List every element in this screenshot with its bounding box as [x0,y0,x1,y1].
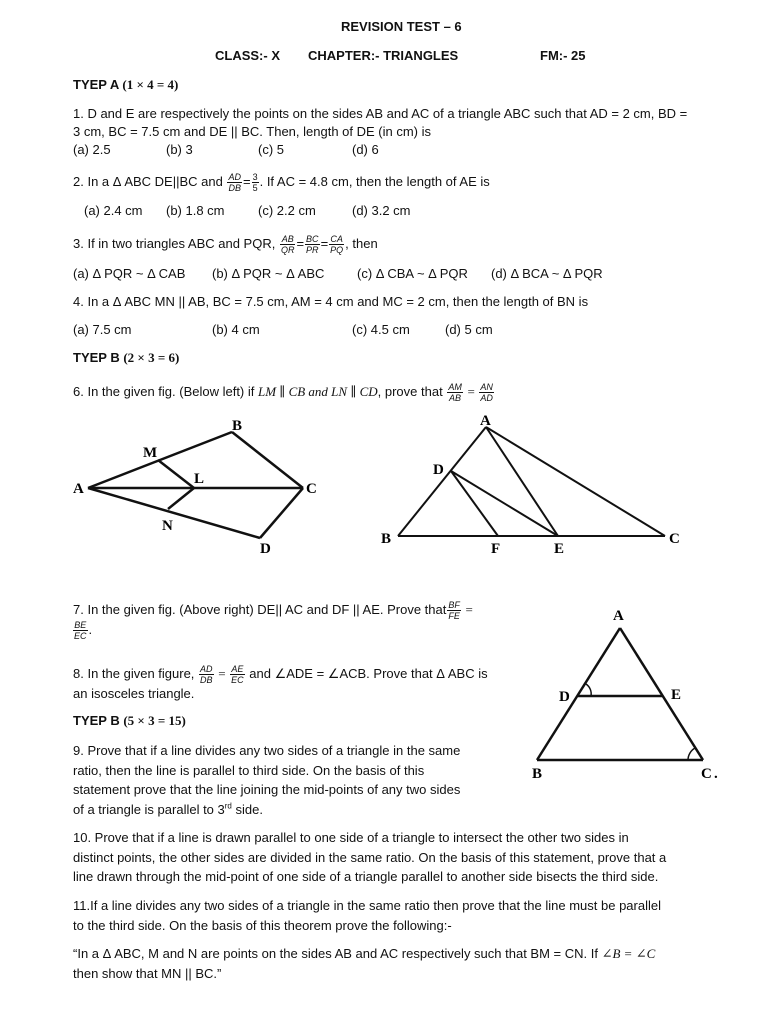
q2-fraction-ad-db [227,172,242,193]
figure-triangle-abc-def [378,410,688,560]
q7-end: . [88,621,93,637]
fig1-label-b: B [232,418,243,434]
fig3-label-b: B [532,766,543,782]
section-b-heading [73,350,179,366]
q4-text: 4. In a Δ ABC MN || AB, BC = 7.5 cm, AM = 4 cm and MC = 2 cm, then the length of BN is [73,294,589,309]
q11-quote [73,944,753,983]
q6-prefix: 6. In the given fig. (Below left) if [73,383,255,399]
fig2-label-c: C [669,531,680,547]
q11-text [73,896,733,935]
section-c-marks: (5 × 3 = 15) [123,713,186,728]
fig1-label-d: D [260,541,271,557]
q11-quote-line-1 [73,944,753,964]
q9-line-1: 9. Prove that if a line divides any two sides of a triangle in the same [73,743,461,758]
q1-line2: 3 cm, BC = 7.5 cm and DE || BC. Then, length of DE (in cm) is [73,124,432,139]
q8-eq: = [218,665,226,681]
fig2-label-f: F [491,541,501,557]
chapter-label: CHAPTER:- TRIANGLES [308,48,459,63]
q11-quote-prefix: “In a Δ ABC, M and N are points on the sides AB and AC respectively such that BM = CN. If [73,946,598,961]
q3-f2-num: BC [306,234,319,244]
section-b-marks: (2 × 3 = 6) [123,350,180,365]
q2-frac-den: DB [228,183,241,193]
q7-f2-num: BE [74,620,87,630]
fig1-line-ad [88,488,260,538]
q2-val-num: 3 [252,172,258,182]
q4-option-b: (b) 4 cm [212,322,260,337]
q6-math: LM ∥ CB and LN ∥ CD [258,383,378,399]
full-marks-label: FM:- 25 [540,48,586,63]
q6-mid: , prove that [377,383,443,399]
q1-option-c: (c) 5 [258,142,284,157]
fig1-label-l: L [194,471,205,487]
fig3-label-e: E [671,687,682,703]
q9-last-suffix: side. [231,801,263,817]
q10-text [73,828,733,887]
q6-f1-den: AB [449,393,462,403]
q6-fraction-1 [447,382,463,403]
fig3-angle-acb [688,748,695,760]
fig2-label-d: D [433,462,444,478]
q2-fraction-value [252,172,259,193]
section-a-marks: (1 × 4 = 4) [122,77,179,92]
q11-quote-line-2: then show that MN || BC.” [73,965,222,981]
q7-fraction-2 [73,620,88,641]
q9-line-2: ratio, then the line is parallel to third side. On the basis of this [73,762,425,778]
q3-option-a: (a) Δ PQR ~ Δ CAB [73,266,186,281]
q3-suffix: , then [345,235,378,251]
q11-line-1: 11.If a line divides any two sides of a triangle in the same ratio then prove that the line must be parallel [73,898,661,913]
q3-prefix: 3. If in two triangles ABC and PQR, [73,235,276,251]
q6-eq: = [467,383,475,399]
q7-text [73,600,473,621]
q6-text [73,382,495,403]
q8-f1-num: AD [200,664,213,674]
fig1-line-bc [232,432,303,488]
q9-line-4 [73,800,513,820]
fig2-line-ae [486,427,558,536]
q4-option-d: (d) 5 cm [445,322,493,337]
q3-f2-den: PR [306,245,319,255]
q11-line-2: to the third side. On the basis of this theorem prove the following:- [73,917,452,933]
q2-text [73,172,490,193]
q10-line-3: line drawn through the mid-point of one side of a triangle parallel to another side bisects the third side. [73,869,659,884]
fig1-line-dc [260,488,303,538]
q9-line-3: statement prove that the line joining the mid-points of any two sides [73,782,461,797]
q8-fraction-2 [230,664,245,685]
q4-option-a: (a) 7.5 cm [73,322,132,337]
section-c-label: TYEP B [73,713,120,728]
q7-eq: = [465,601,473,617]
q3-f3-den: PQ [330,245,344,255]
q2-suffix: . If AC = 4.8 cm, then the length of AE is [259,173,490,189]
fig2-line-de [451,471,558,536]
fig1-line-ml [158,460,194,488]
q7-fraction-1 [447,600,461,621]
q2-option-b: (b) 1.8 cm [166,203,225,218]
q8-line2: an isosceles triangle. [73,686,195,701]
fig3-line-ac [620,628,703,760]
q2-option-a: (a) 2.4 cm [84,203,143,218]
q7-prefix: 7. In the given fig. (Above right) DE|| AC and DF || AE. Prove that [73,601,447,617]
q8-prefix: 8. In the given figure, [73,665,195,681]
section-b-label: TYEP B [73,350,120,365]
q3-f3-num: CA [330,234,343,244]
q8-fraction-1 [199,664,214,685]
q8-f2-num: AE [231,664,244,674]
q3-eq-2: = [320,235,329,251]
q3-fraction-2 [305,234,320,255]
q2-option-d: (d) 3.2 cm [352,203,411,218]
fig2-lines [398,427,665,536]
q2-val-den: 5 [252,183,258,193]
q7-f2-den: EC [74,631,87,641]
fig3-label-dot: . [714,766,718,782]
q1-option-a: (a) 2.5 [73,142,111,157]
q3-option-d: (d) Δ BCA ~ Δ PQR [491,266,603,281]
q8-suffix: and ∠ADE = ∠ACB. Prove that Δ ABC is [249,665,488,681]
fig3-line-ab [537,628,620,760]
fig2-label-b: B [381,531,392,547]
fig2-line-df [451,471,498,536]
q8-f2-den: EC [231,675,244,685]
fig2-label-a: A [480,413,491,429]
q11-quote-math: ∠B = ∠C [601,946,656,961]
fig3-label-c: C [701,766,712,782]
fig2-line-ba [398,427,486,536]
section-a-label: TYEP A [73,77,119,92]
q1-option-b: (b) 3 [166,142,193,157]
q3-f1-den: QR [280,245,295,255]
q10-line-1: 10. Prove that if a line is drawn parallel to one side of a triangle to intersect the other two sides in [73,830,629,845]
figure-triangle-ade [525,600,725,790]
q3-option-b: (b) Δ PQR ~ Δ ABC [212,266,325,281]
q6-f1-num: AM [448,382,462,392]
q3-option-c: (c) Δ CBA ~ Δ PQR [357,266,468,281]
q7-f1-num: BF [448,600,460,610]
fig3-label-d: D [559,689,570,705]
q7-line2 [73,620,92,641]
q10-line-2: distinct points, the other sides are divided in the same ratio. On the basis of this statement, prove that a [73,849,667,865]
q3-text [73,234,378,255]
fig3-label-a: A [613,608,624,624]
fig2-label-e: E [554,541,565,557]
section-c-heading [73,713,186,729]
q6-f2-den: AD [480,393,493,403]
q9-text [73,741,513,819]
q4-option-c: (c) 4.5 cm [352,322,410,337]
q2-equals: = [242,173,251,189]
q8-line1 [73,664,488,685]
q3-fraction-1 [280,234,296,255]
fig1-label-c: C [306,481,317,497]
fig1-line-ln [168,488,194,509]
section-a-heading [73,77,178,93]
class-label: CLASS:- X [215,48,280,63]
q8-f1-den: DB [200,675,213,685]
q2-option-c: (c) 2.2 cm [258,203,316,218]
q6-f2-num: AN [480,382,493,392]
figure-quadrilateral-ambcdn [70,410,330,560]
q2-prefix: 2. In a Δ ABC DE||BC and [73,173,223,189]
q3-fraction-3 [329,234,344,255]
fig1-label-a: A [73,481,84,497]
q1-line1: 1. D and E are respectively the points on the sides AB and AC of a triangle ABC such that AD = 2 cm, BD = [73,106,688,121]
q1-option-d: (d) 6 [352,142,379,157]
fig3-angle-ade [586,684,591,696]
q7-f1-den: FE [448,611,460,621]
q6-fraction-2 [479,382,494,403]
q2-frac-num: AD [228,172,241,182]
fig1-label-n: N [162,518,173,534]
fig2-line-ac [486,427,665,536]
fig1-label-m: M [143,445,158,461]
q9-superscript: rd [224,801,232,811]
q3-eq-1: = [296,235,305,251]
q9-last-prefix: of a triangle is parallel to 3 [73,801,225,817]
test-title: REVISION TEST – 6 [341,19,462,34]
q3-f1-num: AB [281,234,294,244]
